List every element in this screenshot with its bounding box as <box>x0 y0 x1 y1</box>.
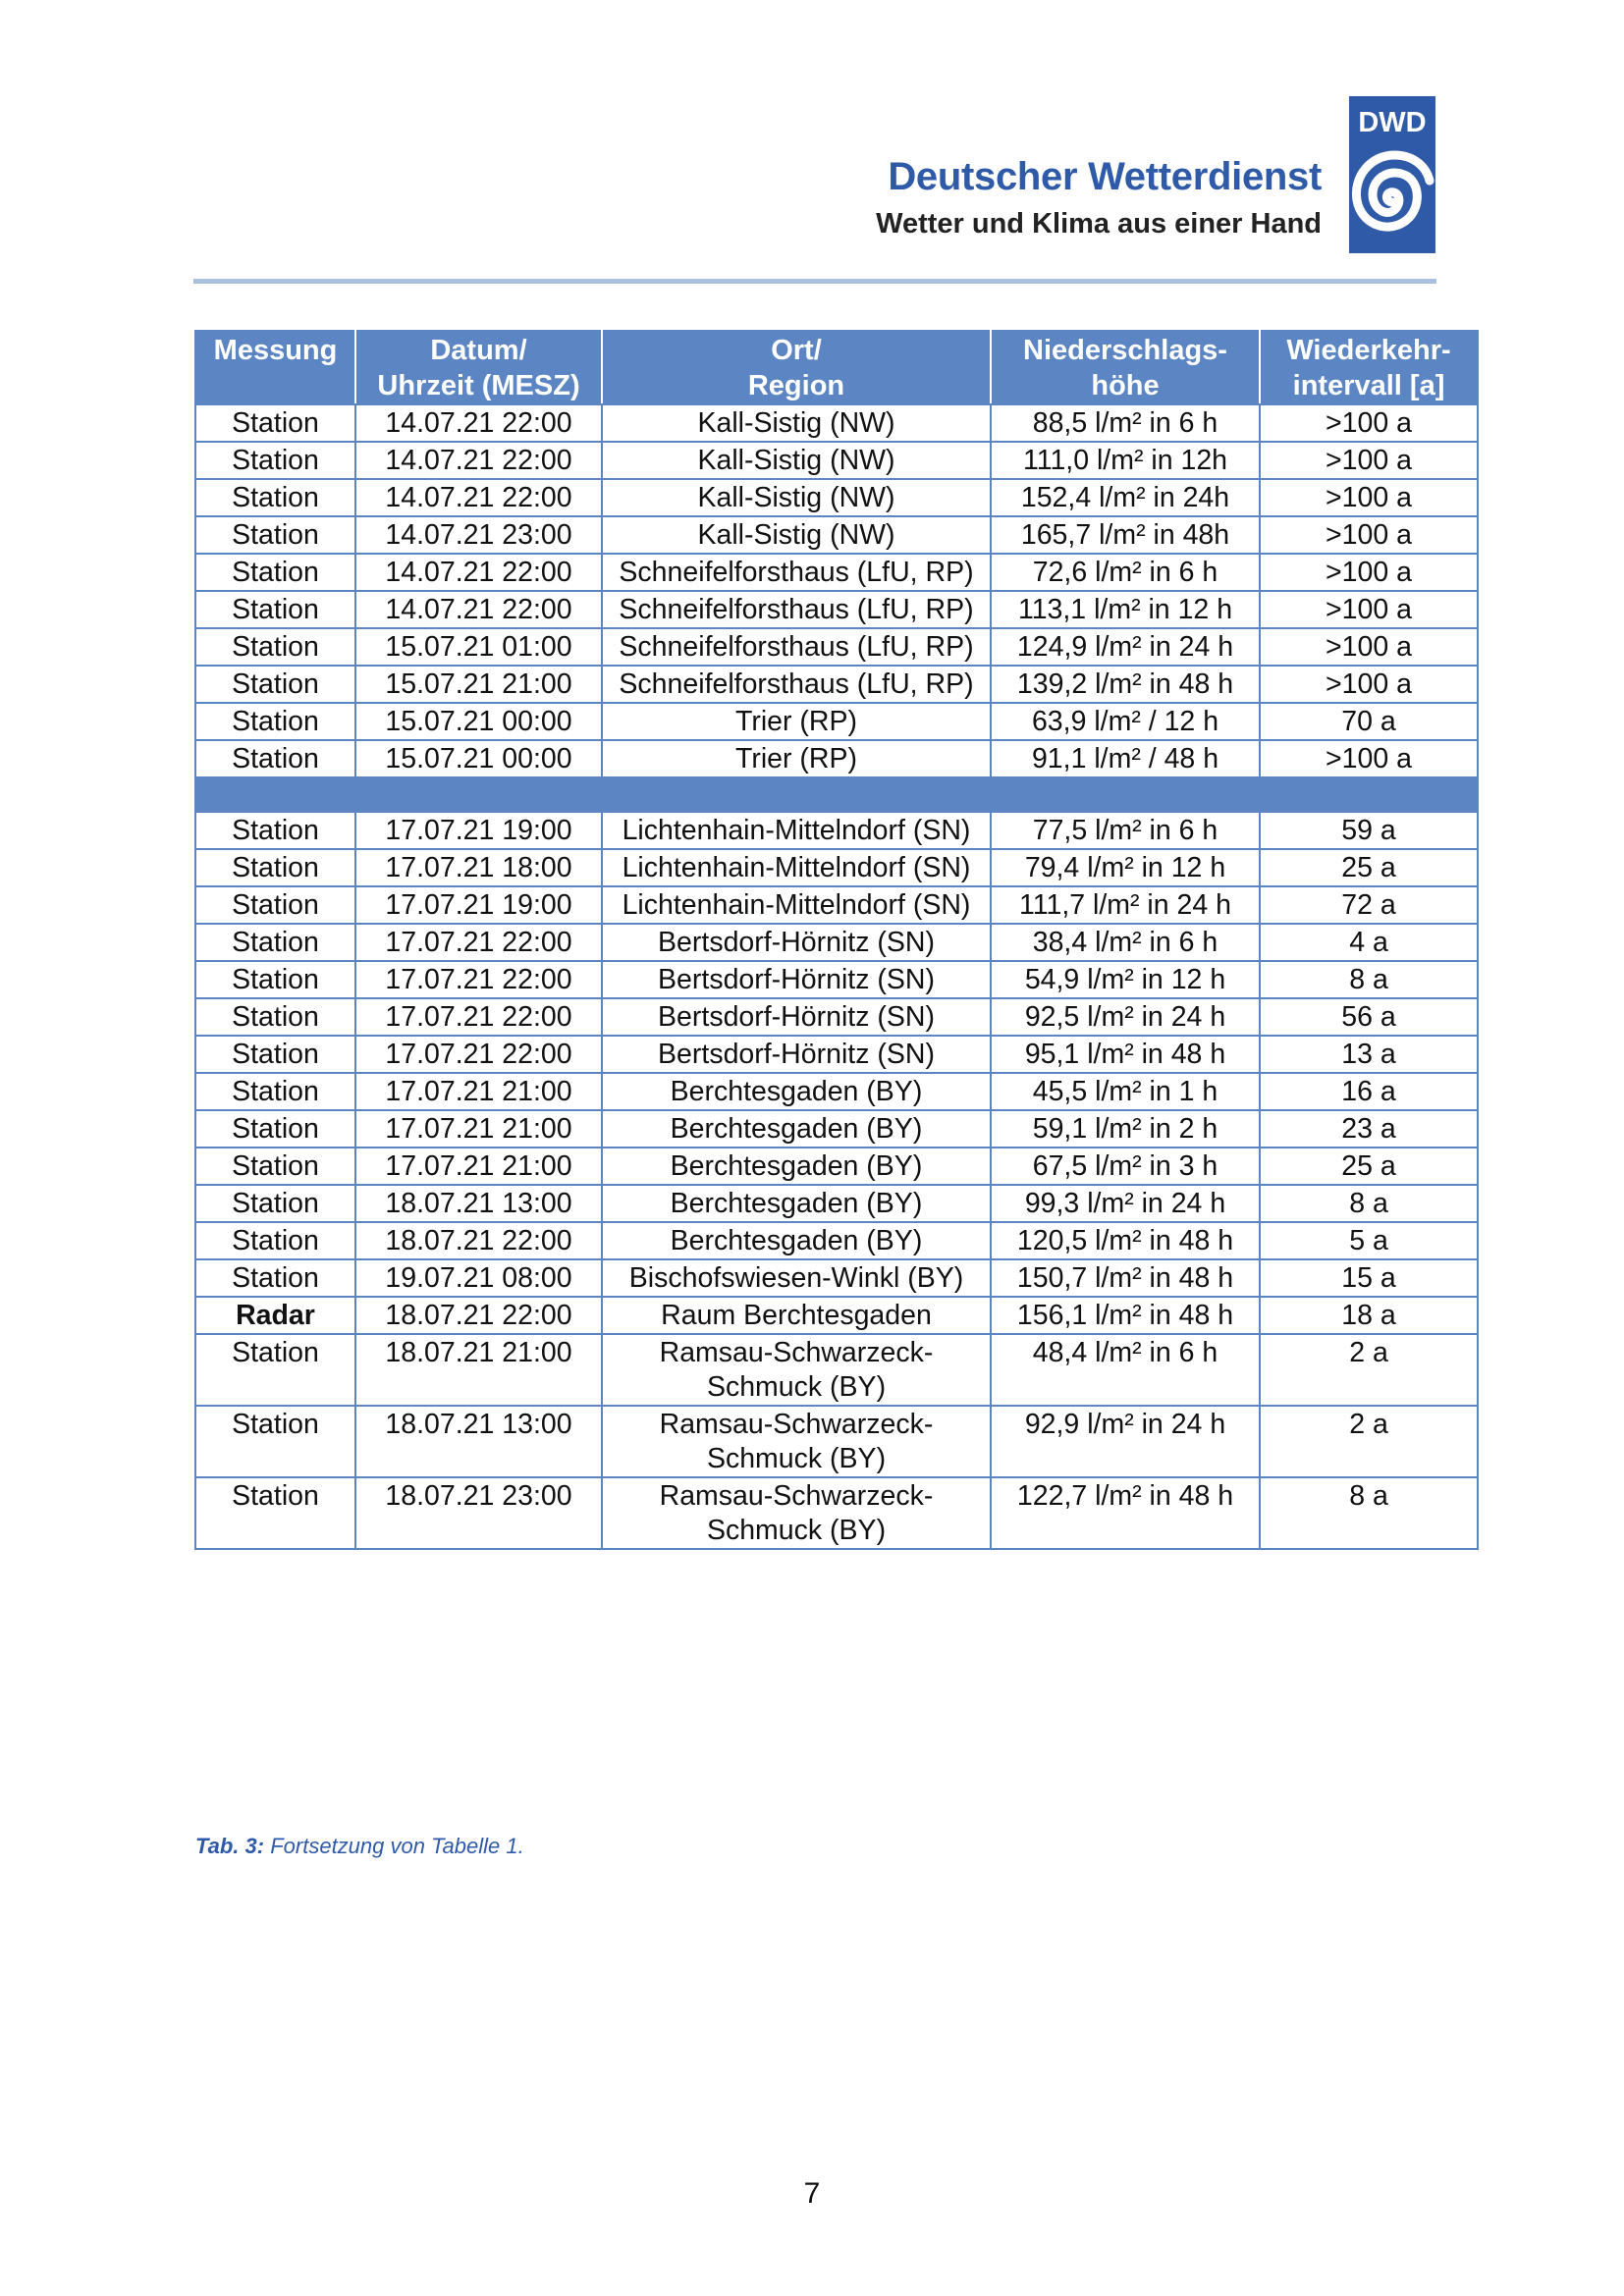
table-cell: 17.07.21 22:00 <box>355 998 602 1036</box>
table-cell: 111,7 l/m² in 24 h <box>991 886 1260 924</box>
table-row <box>195 1148 1478 1185</box>
separator-cell <box>195 777 1478 812</box>
table-header-row <box>195 331 1478 404</box>
table-cell: 15.07.21 21:00 <box>355 666 602 703</box>
table-cell: Station <box>195 591 355 628</box>
table-cell: 18.07.21 13:00 <box>355 1406 602 1477</box>
table-cell: 70 a <box>1260 703 1478 740</box>
table-cell: 92,9 l/m² in 24 h <box>991 1406 1260 1477</box>
table-row <box>195 591 1478 628</box>
table-row <box>195 812 1478 849</box>
table-cell: 45,5 l/m² in 1 h <box>991 1073 1260 1110</box>
table-cell: Station <box>195 1073 355 1110</box>
table-cell: Station <box>195 554 355 591</box>
table-cell: 18.07.21 21:00 <box>355 1334 602 1406</box>
table-cell: Berchtesgaden (BY) <box>602 1148 991 1185</box>
table-cell: 17.07.21 21:00 <box>355 1148 602 1185</box>
table-cell: 17.07.21 22:00 <box>355 1036 602 1073</box>
table-row <box>195 1259 1478 1297</box>
column-header-line: intervall [a] <box>1292 370 1445 401</box>
table-cell: 15 a <box>1260 1259 1478 1297</box>
table-cell: 15.07.21 00:00 <box>355 703 602 740</box>
table-cell: 113,1 l/m² in 12 h <box>991 591 1260 628</box>
table-cell: 5 a <box>1260 1222 1478 1259</box>
table-cell: 79,4 l/m² in 12 h <box>991 849 1260 886</box>
caption-label: Tab. 3: <box>195 1834 265 1858</box>
table-cell: 8 a <box>1260 1477 1478 1549</box>
table-cell: Ramsau-Schwarzeck-Schmuck (BY) <box>602 1406 991 1477</box>
table-cell: Station <box>195 703 355 740</box>
table-cell: 67,5 l/m² in 3 h <box>991 1148 1260 1185</box>
table-cell: 17.07.21 22:00 <box>355 924 602 961</box>
table-row <box>195 1297 1478 1334</box>
dwd-logo <box>860 96 1435 253</box>
table-cell: 18 a <box>1260 1297 1478 1334</box>
table-cell: Station <box>195 849 355 886</box>
table-cell: Berchtesgaden (BY) <box>602 1073 991 1110</box>
table-row <box>195 703 1478 740</box>
column-header <box>991 331 1260 404</box>
table-cell: 165,7 l/m² in 48h <box>991 516 1260 554</box>
column-header-line: Region <box>747 370 845 401</box>
table-cell: Radar <box>195 1297 355 1334</box>
table-cell: Station <box>195 1185 355 1222</box>
table-cell: 15.07.21 00:00 <box>355 740 602 777</box>
table-cell: Station <box>195 404 355 442</box>
table-row <box>195 1406 1478 1477</box>
table-cell: Station <box>195 1259 355 1297</box>
table-cell: Station <box>195 1477 355 1549</box>
table-cell: 2 a <box>1260 1406 1478 1477</box>
org-tagline: Wetter und Klima aus einer Hand <box>876 208 1322 240</box>
org-name: Deutscher Wetterdienst <box>888 155 1322 198</box>
table-row <box>195 998 1478 1036</box>
table-cell: Raum Berchtesgaden <box>602 1297 991 1334</box>
table-cell: 95,1 l/m² in 48 h <box>991 1036 1260 1073</box>
table-cell: 15.07.21 01:00 <box>355 628 602 666</box>
column-header-line: Wiederkehr- <box>1286 335 1451 366</box>
table-cell: 13 a <box>1260 1036 1478 1073</box>
table-cell: Ramsau-Schwarzeck-Schmuck (BY) <box>602 1477 991 1549</box>
logo-text: DWD <box>1358 107 1427 138</box>
table-row <box>195 516 1478 554</box>
table-cell: 8 a <box>1260 1185 1478 1222</box>
table-cell: 18.07.21 13:00 <box>355 1185 602 1222</box>
table-cell: 16 a <box>1260 1073 1478 1110</box>
table-cell: 72 a <box>1260 886 1478 924</box>
table-cell: 99,3 l/m² in 24 h <box>991 1185 1260 1222</box>
table-cell: Kall-Sistig (NW) <box>602 404 991 442</box>
table-cell: Schneifelforsthaus (LfU, RP) <box>602 666 991 703</box>
table-row <box>195 924 1478 961</box>
table-cell: Station <box>195 1036 355 1073</box>
table-cell: 156,1 l/m² in 48 h <box>991 1297 1260 1334</box>
table-row <box>195 1477 1478 1549</box>
column-header-line: Ort/ <box>771 335 822 366</box>
column-header <box>355 331 602 404</box>
table-cell: 77,5 l/m² in 6 h <box>991 812 1260 849</box>
column-header-line: höhe <box>1091 370 1160 401</box>
table-row <box>195 740 1478 777</box>
table-cell: 25 a <box>1260 849 1478 886</box>
table-separator-row <box>195 777 1478 812</box>
table-cell: >100 a <box>1260 591 1478 628</box>
table-cell: 56 a <box>1260 998 1478 1036</box>
table-cell: >100 a <box>1260 516 1478 554</box>
table-cell: Station <box>195 628 355 666</box>
table-cell: Schneifelforsthaus (LfU, RP) <box>602 554 991 591</box>
table-cell: 25 a <box>1260 1148 1478 1185</box>
table-row <box>195 1334 1478 1406</box>
column-header-line: Uhrzeit (MESZ) <box>377 370 580 401</box>
column-header-line: Niederschlags- <box>1023 335 1227 366</box>
table-cell: 17.07.21 21:00 <box>355 1110 602 1148</box>
table-row <box>195 849 1478 886</box>
table-cell: 54,9 l/m² in 12 h <box>991 961 1260 998</box>
table-cell: >100 a <box>1260 442 1478 479</box>
table-cell: Berchtesgaden (BY) <box>602 1222 991 1259</box>
table-cell: Bertsdorf-Hörnitz (SN) <box>602 961 991 998</box>
table-cell: 72,6 l/m² in 6 h <box>991 554 1260 591</box>
table-row <box>195 886 1478 924</box>
table-cell: >100 a <box>1260 740 1478 777</box>
table-cell: 59,1 l/m² in 2 h <box>991 1110 1260 1148</box>
table-cell: Station <box>195 1334 355 1406</box>
table-cell: Berchtesgaden (BY) <box>602 1110 991 1148</box>
table-caption <box>195 1834 524 1859</box>
table-cell: >100 a <box>1260 404 1478 442</box>
table-cell: Bertsdorf-Hörnitz (SN) <box>602 998 991 1036</box>
table-cell: 18.07.21 22:00 <box>355 1297 602 1334</box>
table-row <box>195 1036 1478 1073</box>
table-cell: 152,4 l/m² in 24h <box>991 479 1260 516</box>
table-row <box>195 1222 1478 1259</box>
table-cell: 14.07.21 22:00 <box>355 442 602 479</box>
table-cell: Bischofswiesen-Winkl (BY) <box>602 1259 991 1297</box>
table-cell: 23 a <box>1260 1110 1478 1148</box>
table-cell: 18.07.21 23:00 <box>355 1477 602 1549</box>
table-cell: Station <box>195 924 355 961</box>
table-cell: 48,4 l/m² in 6 h <box>991 1334 1260 1406</box>
spiral-icon <box>1349 96 1435 253</box>
table-cell: 139,2 l/m² in 48 h <box>991 666 1260 703</box>
table-cell: Berchtesgaden (BY) <box>602 1185 991 1222</box>
table-cell: 14.07.21 23:00 <box>355 516 602 554</box>
table-cell: 38,4 l/m² in 6 h <box>991 924 1260 961</box>
table-cell: Lichtenhain-Mittelndorf (SN) <box>602 812 991 849</box>
table-cell: Station <box>195 1406 355 1477</box>
table-cell: >100 a <box>1260 628 1478 666</box>
table-cell: Station <box>195 1148 355 1185</box>
table-cell: Kall-Sistig (NW) <box>602 479 991 516</box>
table-cell: 92,5 l/m² in 24 h <box>991 998 1260 1036</box>
table-row <box>195 404 1478 442</box>
table-cell: Bertsdorf-Hörnitz (SN) <box>602 924 991 961</box>
table-cell: Schneifelforsthaus (LfU, RP) <box>602 628 991 666</box>
table-row <box>195 1073 1478 1110</box>
table-cell: 14.07.21 22:00 <box>355 404 602 442</box>
table-cell: Trier (RP) <box>602 740 991 777</box>
table-cell: 111,0 l/m² in 12h <box>991 442 1260 479</box>
table-cell: >100 a <box>1260 666 1478 703</box>
table-cell: 17.07.21 22:00 <box>355 961 602 998</box>
table-cell: 14.07.21 22:00 <box>355 479 602 516</box>
table-cell: 17.07.21 19:00 <box>355 812 602 849</box>
table-cell: Station <box>195 516 355 554</box>
table-cell: Station <box>195 812 355 849</box>
table-row <box>195 961 1478 998</box>
table-cell: Station <box>195 998 355 1036</box>
table-cell: Station <box>195 442 355 479</box>
precipitation-table <box>194 330 1479 1550</box>
header-rule <box>193 279 1436 284</box>
table-cell: 8 a <box>1260 961 1478 998</box>
table-cell: 17.07.21 19:00 <box>355 886 602 924</box>
table-cell: 63,9 l/m² / 12 h <box>991 703 1260 740</box>
table-cell: Station <box>195 1110 355 1148</box>
table-cell: 2 a <box>1260 1334 1478 1406</box>
table-cell: Station <box>195 886 355 924</box>
table-cell: Station <box>195 1222 355 1259</box>
table-cell: 120,5 l/m² in 48 h <box>991 1222 1260 1259</box>
table-row <box>195 1110 1478 1148</box>
column-header <box>195 331 355 404</box>
table-row <box>195 554 1478 591</box>
table-row <box>195 442 1478 479</box>
table-cell: Lichtenhain-Mittelndorf (SN) <box>602 849 991 886</box>
table-cell: 17.07.21 21:00 <box>355 1073 602 1110</box>
table-cell: 19.07.21 08:00 <box>355 1259 602 1297</box>
table-cell: Station <box>195 666 355 703</box>
table-cell: >100 a <box>1260 554 1478 591</box>
column-header-line: Messung <box>213 335 338 366</box>
table-cell: Station <box>195 740 355 777</box>
table-cell: 17.07.21 18:00 <box>355 849 602 886</box>
table-cell: 91,1 l/m² / 48 h <box>991 740 1260 777</box>
table-body <box>195 404 1478 1549</box>
table-cell: Station <box>195 961 355 998</box>
table-cell: Ramsau-Schwarzeck-Schmuck (BY) <box>602 1334 991 1406</box>
table-cell: 122,7 l/m² in 48 h <box>991 1477 1260 1549</box>
table-row <box>195 1185 1478 1222</box>
table-cell: 124,9 l/m² in 24 h <box>991 628 1260 666</box>
table-cell: 59 a <box>1260 812 1478 849</box>
table-cell: 14.07.21 22:00 <box>355 554 602 591</box>
page-number: 7 <box>803 2177 821 2210</box>
table-cell: 14.07.21 22:00 <box>355 591 602 628</box>
column-header-line: Datum/ <box>430 335 527 366</box>
table-cell: 18.07.21 22:00 <box>355 1222 602 1259</box>
table-cell: Trier (RP) <box>602 703 991 740</box>
column-header <box>1260 331 1478 404</box>
table-cell: 4 a <box>1260 924 1478 961</box>
table-cell: 88,5 l/m² in 6 h <box>991 404 1260 442</box>
table-row <box>195 628 1478 666</box>
table-row <box>195 479 1478 516</box>
table-cell: >100 a <box>1260 479 1478 516</box>
table-row <box>195 666 1478 703</box>
table-cell: Bertsdorf-Hörnitz (SN) <box>602 1036 991 1073</box>
table-cell: 150,7 l/m² in 48 h <box>991 1259 1260 1297</box>
table-cell: Schneifelforsthaus (LfU, RP) <box>602 591 991 628</box>
table-cell: Kall-Sistig (NW) <box>602 442 991 479</box>
caption-text: Fortsetzung von Tabelle 1. <box>270 1834 524 1858</box>
table-cell: Station <box>195 479 355 516</box>
table-cell: Kall-Sistig (NW) <box>602 516 991 554</box>
column-header <box>602 331 991 404</box>
table-cell: Lichtenhain-Mittelndorf (SN) <box>602 886 991 924</box>
